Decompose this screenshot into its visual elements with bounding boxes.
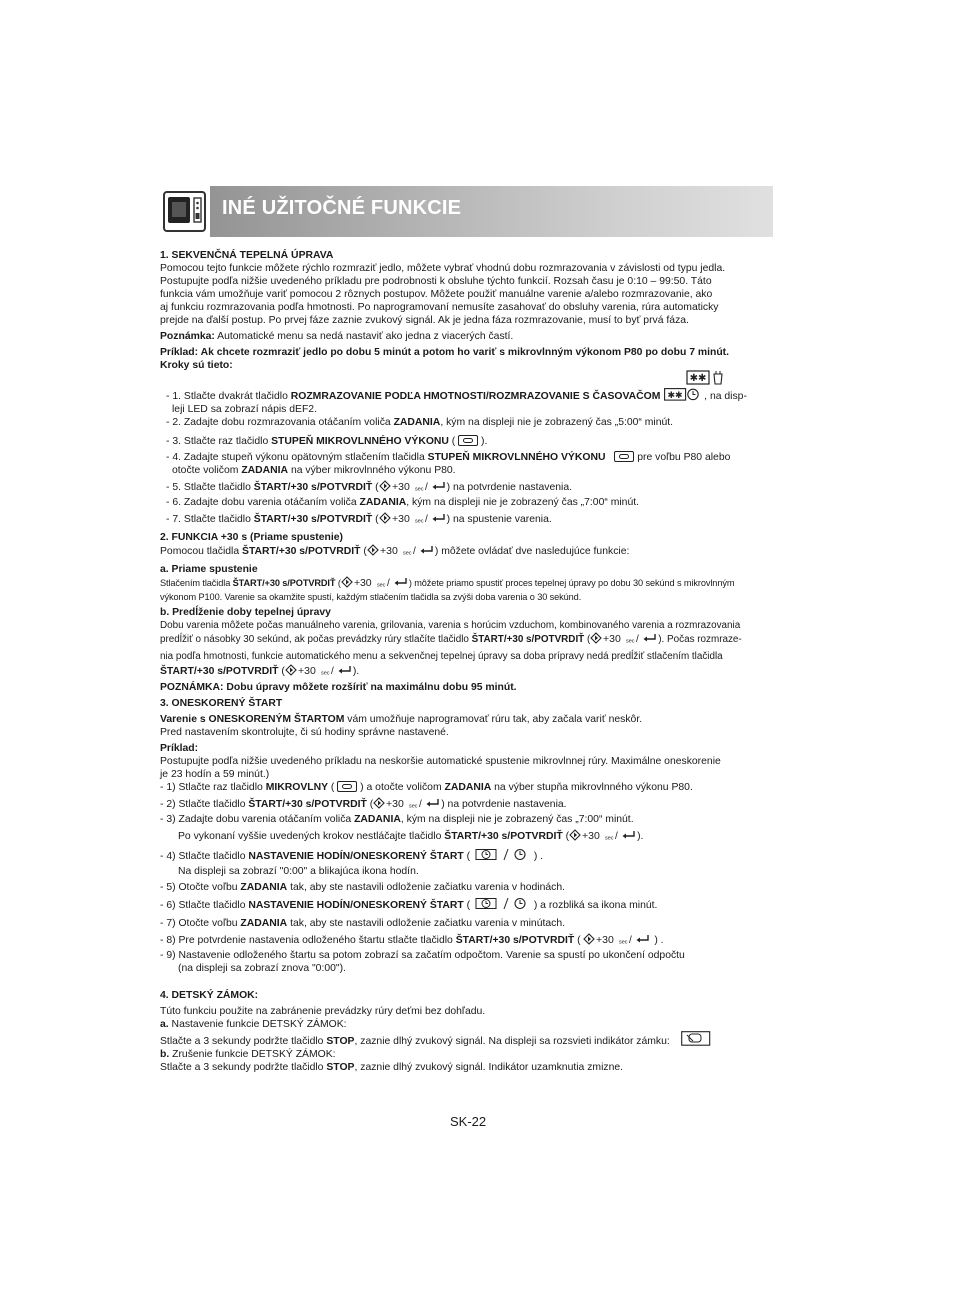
s1-line-3: funkcia vám umožňuje variť pomocou 2 rôznych postupov. Môžete použiť manuálne varenie a/alebo rozmrazovanie, ako bbox=[160, 289, 713, 300]
s3-step-3-note: Po vykonaní vyššie uvedených krokov nestláčajte tlačidlo ŠTART/+30 s/POTVRDIŤ ( +30 sec / ). bbox=[160, 829, 774, 845]
section-4-heading: 4. DETSKÝ ZÁMOK: bbox=[160, 990, 259, 1001]
s2-intro: Pomocou tlačidla ŠTART/+30 s/POTVRDIŤ ( +30 sec / ) môžete ovládať dve nasledujúce funkcie: bbox=[160, 544, 774, 560]
s1-step-3: - 3. Stlačte raz tlačidlo STUPEŇ MIKROVLNNÉHO VÝKONU ( ). bbox=[166, 436, 488, 447]
svg-text:sec: sec bbox=[402, 550, 412, 556]
svg-text:sec: sec bbox=[376, 582, 386, 588]
s3-step-1: - 1) Stlačte raz tlačidlo MIKROVLNY ( ) a otočte voličom ZADANIA na výber stupňa mikrovlnného výkonu P80. bbox=[160, 782, 693, 793]
start-plus30-confirm-icon bbox=[285, 664, 353, 681]
svg-text:sec: sec bbox=[605, 835, 614, 841]
svg-text:/: / bbox=[424, 482, 428, 492]
s1-example: Príklad: Ak chcete rozmraziť jedlo po dobu 5 minút a potom ho variť s mikrovlnným výkonom P80 po dobu 7 minút. bbox=[160, 347, 730, 358]
s1-line-5: prejde na ďalší postup. Po prvej fáze zaznie zvukový signál. Ak je jedna fáza rozmrazovanie, musí to byť prvá fáza. bbox=[160, 315, 689, 326]
s3-step-8: - 8) Pre potvrdenie nastavenia odloženého štartu stlačte tlačidlo ŠTART/+30 s/POTVRDIŤ ( +30 sec / ) . bbox=[160, 933, 774, 949]
s1-step-1-cont: leji LED sa zobrazí nápis dEF2. bbox=[172, 404, 317, 415]
start-plus30-confirm-icon bbox=[367, 544, 435, 560]
svg-text:/: / bbox=[412, 546, 416, 556]
svg-text:sec: sec bbox=[414, 486, 424, 492]
microwave-power-icon bbox=[337, 781, 357, 792]
s1-step-2: - 2. Zadajte dobu rozmrazovania otáčaním voliča ZADANIA, kým na displeji nie je zobrazený čas „5:00“ minút. bbox=[166, 417, 674, 428]
s4-intro: Túto funkciu použite na zabránenie prevádzky rúry deťmi bez dohľadu. bbox=[160, 1006, 486, 1017]
s4-a: a. Nastavenie funkcie DETSKÝ ZÁMOK: bbox=[160, 1019, 347, 1030]
s2-a-line-2: výkonom P100. Varenie sa okamžite spustí, každým stlačením tlačidla sa zvýši doba varenia o 30 sekúnd. bbox=[160, 592, 582, 602]
microwave-oven-icon bbox=[159, 186, 210, 237]
s2-b-line-2: predĺžiť o násobky 30 sekúnd, ak počas prevádzky rúry stlačíte tlačidlo ŠTART/+30 s/POTVRDIŤ ( +30 sec / ). Počas rozmraze- bbox=[160, 632, 774, 649]
svg-text:+30: +30 bbox=[603, 633, 622, 644]
defrost-icons-row bbox=[160, 372, 774, 388]
start-plus30-confirm-icon bbox=[583, 933, 651, 949]
s1-line-2: Postupujte podľa nižšie uvedeného príkladu pre podrobnosti k obsluhe týchto funkcií. Rozsah času je 0:10 – 99:50. Táto bbox=[160, 276, 712, 287]
s1-line-4: aj funkciu rozmrazovania podľa hmotnosti. Po naprogramovaní nemusíte zasahovať do obsluhy varenia, rúra automaticky bbox=[160, 302, 719, 313]
start-plus30-confirm-icon bbox=[379, 512, 447, 528]
child-lock-icon bbox=[681, 1031, 711, 1046]
s3-step-9: - 9) Nastavenie odloženého štartu sa potom zobrazí sa začatím odpočtom. Varenie sa spustí po ukončení odpočtu bbox=[160, 950, 685, 961]
svg-text:/: / bbox=[419, 799, 422, 809]
s4-b-line: Stlačte a 3 sekundy podržte tlačidlo STOP, zaznie dlhý zvukový signál. Indikátor uzamknutia zmizne. bbox=[160, 1062, 624, 1073]
svg-text:+30: +30 bbox=[596, 934, 615, 945]
s1-line-1: Pomocou tejto funkcie môžete rýchlo rozmraziť jedlo, môžete vybrať vhodnú dobu rozmrazovania v závislosti od typu jedla. bbox=[160, 263, 726, 274]
svg-text:sec: sec bbox=[409, 803, 418, 809]
start-plus30-confirm-icon bbox=[590, 632, 658, 649]
s1-example-steps-label: Kroky sú tieto: bbox=[160, 360, 233, 371]
s4-a-line: Stlačte a 3 sekundy podržte tlačidlo STOP, zaznie dlhý zvukový signál. Na displeji sa rozsvieti indikátor zámku: bbox=[160, 1031, 774, 1048]
start-plus30-confirm-icon bbox=[341, 576, 409, 591]
s3-step-5: - 5) Otočte voľbu ZADANIA tak, aby ste nastavili odloženie začiatku varenia v hodinách. bbox=[160, 882, 566, 893]
defrost-weight-icon bbox=[686, 370, 726, 386]
manual-content bbox=[160, 249, 774, 1074]
s3-intro-2: Pred nastavením skontrolujte, či sú hodiny správne nastavené. bbox=[160, 727, 449, 738]
s3-ex-1: Postupujte podľa nižšie uvedeného príkladu na neskoršie automatické spustenie mikrovlnnej rúry. Maximálne oneskorenie bbox=[160, 756, 721, 767]
s2-b-line-3: nia podľa hmotnosti, funkcie automatického menu a sekvenčnej tepelnej úpravy sa doba prípravy nedá predĺžiť stlačením tlačidla bbox=[160, 651, 723, 662]
svg-text:+30: +30 bbox=[582, 830, 600, 841]
microwave-power-icon bbox=[458, 435, 478, 446]
svg-text:/: / bbox=[629, 935, 633, 945]
s2-note: POZNÁMKA: Dobu úpravy môžete rozšíriť na maximálnu dobu 95 minút. bbox=[160, 682, 517, 693]
s1-note: Poznámka: Automatické menu sa nedá nastaviť ako jedna z viacerých častí. bbox=[160, 331, 514, 342]
svg-text:+30: +30 bbox=[391, 513, 410, 524]
s3-step-2: - 2) Stlačte tlačidlo ŠTART/+30 s/POTVRDIŤ ( +30 sec / ) na potvrdenie nastavenia. bbox=[160, 797, 774, 813]
section-3-heading: 3. ONESKORENÝ ŠTART bbox=[160, 698, 283, 709]
svg-text:+30: +30 bbox=[353, 577, 372, 588]
svg-text:/: / bbox=[636, 634, 640, 644]
clock-delay-icon bbox=[473, 897, 531, 914]
s2-b-line-4: ŠTART/+30 s/POTVRDIŤ ( +30 sec / ). bbox=[160, 664, 774, 681]
s3-step-6: - 6) Stlačte tlačidlo NASTAVENIE HODÍN/ONESKORENÝ ŠTART ( ) a rozbliká sa ikona minút. bbox=[160, 897, 774, 914]
svg-text:sec: sec bbox=[414, 518, 424, 524]
s1-step-1: - 1. Stlačte dvakrát tlačidlo ROZMRAZOVANIE PODĽA HMOTNOSTI/ROZMRAZOVANIE S ČASOVAČOM ✱✱ , na disp- bbox=[160, 388, 774, 403]
svg-text:/: / bbox=[424, 514, 428, 524]
microwave-power-icon bbox=[614, 451, 634, 462]
s1-step-4-cont: otočte voličom ZADANIA na výber mikrovlnného výkonu P80. bbox=[172, 465, 456, 476]
s3-step-4: - 4) Stlačte tlačidlo NASTAVENIE HODÍN/ONESKORENÝ ŠTART ( ) . bbox=[160, 848, 774, 865]
svg-text:/: / bbox=[330, 666, 334, 676]
s1-step-6: - 6. Zadajte dobu varenia otáčaním voliča ZADANIA, kým na displeji nie je zobrazený čas „7:00“ minút. bbox=[166, 497, 640, 508]
s3-step-3: - 3) Zadajte dobu varenia otáčaním voliča ZADANIA, kým na displeji nie je zobrazený čas „7:00“ minút. bbox=[160, 814, 634, 825]
clock-delay-icon bbox=[473, 848, 531, 865]
s3-intro: Varenie s ONESKORENÝM ŠTARTOM vám umožňuje naprogramovať rúru tak, aby začala variť neskôr. bbox=[160, 714, 643, 725]
s2-a-heading: a. Priame spustenie bbox=[160, 564, 258, 575]
s2-b-heading: b. Predĺženie doby tepelnej úpravy bbox=[160, 607, 331, 618]
s3-step-7: - 7) Otočte voľbu ZADANIA tak, aby ste nastavili odloženie začiatku varenia v minútach. bbox=[160, 918, 565, 929]
s1-step-5: - 5. Stlačte tlačidlo ŠTART/+30 s/POTVRDIŤ ( +30 sec / ) na potvrdenie nastavenia. bbox=[160, 480, 774, 496]
svg-text:/: / bbox=[386, 578, 390, 588]
svg-text:+30: +30 bbox=[297, 665, 316, 676]
page-number: SK-22 bbox=[450, 1114, 487, 1129]
s2-a-line-1: Stlačením tlačidla ŠTART/+30 s/POTVRDIŤ ( +30 sec / ) môžete priamo spustiť proces tepelnej úpravy po dobu 30 sekúnd s mikrovlnným bbox=[160, 576, 774, 591]
svg-text:+30: +30 bbox=[391, 481, 410, 492]
s3-step-4-cont: Na displeji sa zobrazí "0:00" a blikajúca ikona hodín. bbox=[178, 866, 419, 877]
svg-text:sec: sec bbox=[619, 939, 628, 945]
s3-example-label: Príklad: bbox=[160, 743, 199, 754]
s4-b: b. Zrušenie funkcie DETSKÝ ZÁMOK: bbox=[160, 1049, 336, 1060]
defrost-timer-icon bbox=[664, 388, 700, 401]
start-plus30-confirm-icon bbox=[569, 829, 637, 845]
svg-text:+30: +30 bbox=[379, 545, 398, 556]
s3-ex-2: je 23 hodín a 59 minút.) bbox=[160, 769, 270, 780]
svg-text:+30: +30 bbox=[386, 798, 404, 809]
svg-text:✱✱: ✱✱ bbox=[667, 391, 683, 401]
start-plus30-confirm-icon bbox=[373, 797, 441, 813]
section-banner bbox=[159, 186, 773, 237]
page-title: INÉ UŽITOČNÉ FUNKCIE bbox=[222, 197, 462, 219]
svg-text:/: / bbox=[615, 831, 618, 841]
s1-step-4: - 4. Zadajte stupeň výkonu opätovným stlačením tlačidla STUPEŇ MIKROVLNNÉHO VÝKONU pre voľbu P80 alebo bbox=[166, 452, 731, 463]
svg-text:✱✱: ✱✱ bbox=[689, 373, 707, 384]
svg-text:sec: sec bbox=[626, 638, 635, 644]
s2-b-line-1: Dobu varenia môžete počas manuálneho varenia, grilovania, varenia s horúcim vzduchom, kombinovaného varenia a rozmrazovania bbox=[160, 620, 741, 631]
section-2-heading: 2. FUNKCIA +30 s (Priame spustenie) bbox=[160, 532, 343, 543]
start-plus30-confirm-icon bbox=[379, 480, 447, 496]
s1-step-7: - 7. Stlačte tlačidlo ŠTART/+30 s/POTVRDIŤ ( +30 sec / ) na spustenie varenia. bbox=[160, 512, 774, 528]
svg-text:sec: sec bbox=[320, 670, 330, 676]
section-1-heading: 1. SEKVENČNÁ TEPELNÁ ÚPRAVA bbox=[160, 250, 334, 261]
s3-step-9-cont: (na displeji sa zobrazí znova "0:00"). bbox=[178, 963, 346, 974]
